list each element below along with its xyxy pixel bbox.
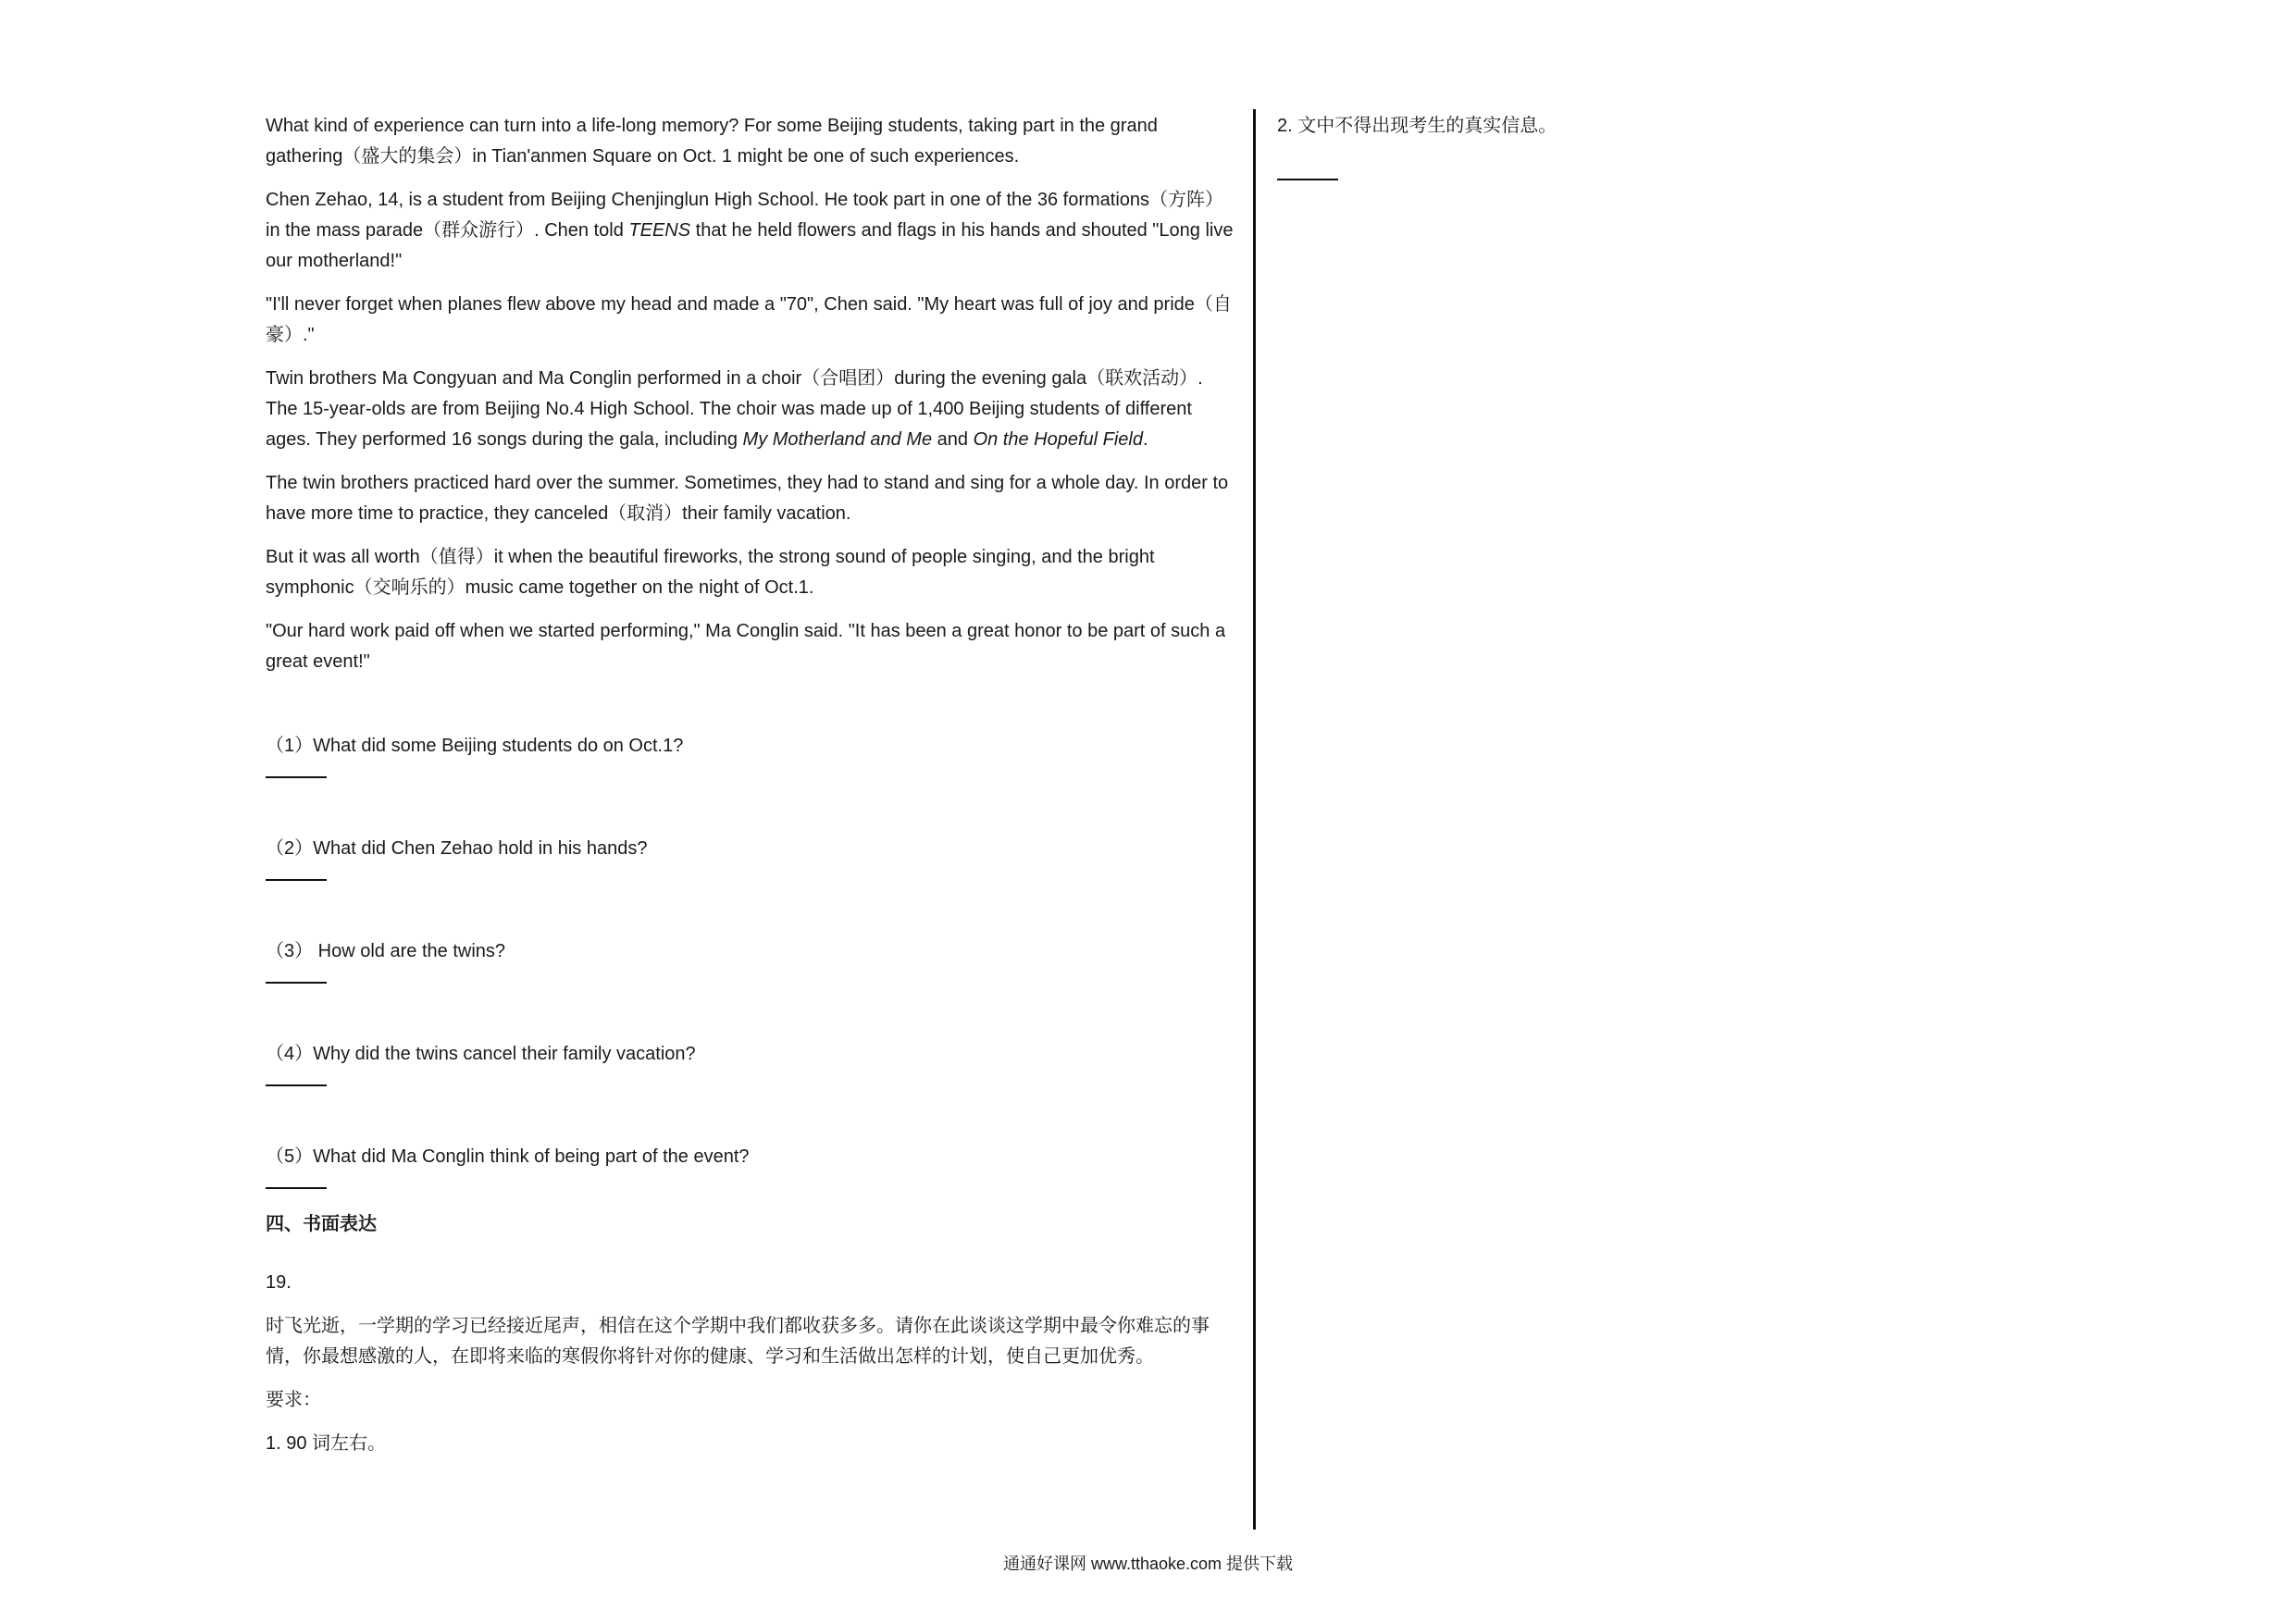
requirement-1: 1. 90 词左右。 <box>266 1433 387 1454</box>
question-block-5 <box>266 1142 1237 1189</box>
writing-answer-line[interactable] <box>1277 179 1338 180</box>
passage-paragraph-5: The twin brothers practiced hard over the summer. Sometimes, they had to stand and sing for a whole day. In order to have more time to practice, they canceled（取消）their family vacation. <box>266 473 1229 524</box>
requirements-label: 要求： <box>266 1390 321 1410</box>
answer-line-2[interactable] <box>266 879 327 881</box>
p4-and: and <box>932 429 974 450</box>
p4-end: . <box>1143 429 1148 450</box>
writing-prompt: 时飞光逝，一学期的学习已经接近尾声，相信在这个学期中我们都收获多多。请你在此谈谈这学期中最令你难忘的事情，你最想感激的人，在即将来临的寒假你将针对你的健康、学习和生活做出怎样的计划，使自己更加优秀。 <box>266 1316 1210 1367</box>
section-title-writing: 四、书面表达 <box>266 1214 377 1234</box>
p4-text-a: Twin brothers Ma Congyuan and Ma Conglin performed in a choir（合唱团）during the evening gala（联欢活动）. The 15-year-olds are from Beijing No.4 High School. The choir was made up of 1,400 Beijing students of different ages. They performed 16 songs during the gala, including <box>266 368 1203 450</box>
question-4: （4）Why did the twins cancel their family vacation? <box>266 1044 696 1064</box>
passage-paragraph-1: What kind of experience can turn into a life-long memory? For some Beijing students, taking part in the grand gathering（盛大的集会）in Tian'anmen Square on Oct. 1 might be one of such experiences. <box>266 116 1158 167</box>
question-1: （1）What did some Beijing students do on Oct.1? <box>266 736 684 756</box>
answer-line-5[interactable] <box>266 1187 327 1189</box>
page-footer: 通通好课网 www.tthaoke.com 提供下载 <box>1002 1555 1294 1573</box>
answer-line-3[interactable] <box>266 982 327 984</box>
passage-paragraph-4 <box>266 364 1237 455</box>
question-3: （3） How old are the twins? <box>266 941 506 961</box>
answer-line-4[interactable] <box>266 1084 327 1086</box>
requirement-2: 2. 文中不得出现考生的真实信息。 <box>1277 116 1558 136</box>
passage-paragraph-7: "Our hard work paid off when we started performing," Ma Conglin said. "It has been a great honor to be part of such a great event!" <box>266 621 1226 672</box>
question-number-19: 19. <box>266 1272 292 1293</box>
song-title-2: On the Hopeful Field <box>973 429 1143 450</box>
song-title-1: My Motherland and Me <box>742 429 933 450</box>
left-column <box>266 111 1237 1459</box>
question-2: （2）What did Chen Zehao hold in his hands? <box>266 838 648 859</box>
right-column <box>1277 111 2110 180</box>
question-block-4 <box>266 1039 1237 1086</box>
question-5: （5）What did Ma Conglin think of being part of the event? <box>266 1146 750 1167</box>
teens-magazine-name: TEENS <box>628 220 691 241</box>
passage-paragraph-2 <box>266 185 1237 277</box>
column-divider <box>1253 109 1256 1530</box>
question-block-3 <box>266 936 1237 984</box>
question-block-2 <box>266 834 1237 881</box>
passage-paragraph-6: But it was all worth（值得）it when the beautiful fireworks, the strong sound of people singing, and the bright symphonic（交响乐的）music came together on the night of Oct.1. <box>266 547 1155 598</box>
answer-line-1[interactable] <box>266 776 327 778</box>
question-block-1 <box>266 731 1237 778</box>
p2-text-a: Chen Zehao, 14, is a student from Beijing Chenjinglun High School. He took part in one of the 36 formations（方阵）in the mass parade（群众游行）. Chen told <box>266 190 1224 241</box>
passage-paragraph-3: "I'll never forget when planes flew above my head and made a "70", Chen said. "My heart was full of joy and pride（自豪）." <box>266 294 1232 345</box>
p2-text-b: that he held flowers and flags in his hands and shouted "Long live our motherland!" <box>266 220 1234 271</box>
